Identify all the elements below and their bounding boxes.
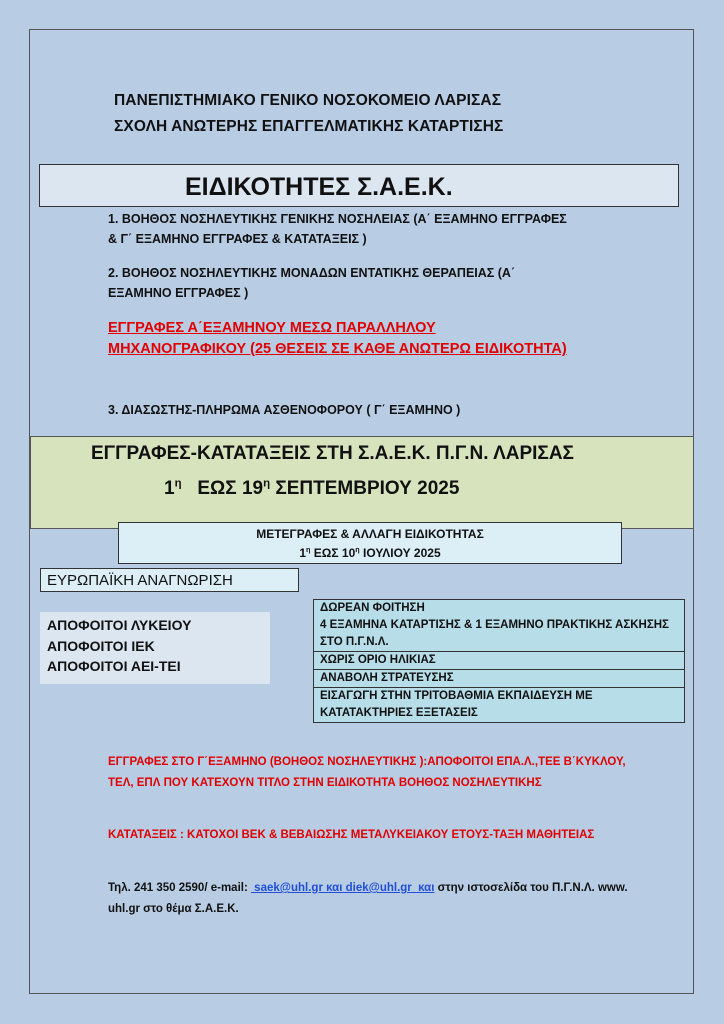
email-link[interactable]: saek@uhl.gr και diek@uhl.gr και — [250, 882, 435, 894]
specialty-3: 3. ΔΙΑΣΩΣΤΗΣ-ΠΛΗΡΩΜΑ ΑΣΘΕΝΟΦΟΡΟΥ ( Γ΄ ΕΞΑΜΗΝΟ ) — [108, 403, 461, 417]
transfers-box — [118, 522, 622, 564]
transfers-dates: $1^\eta$ ΕΩΣ $10^\eta$ ΙΟΥΛΙΟΥ 2025 — [299, 545, 441, 560]
third-semester-note: ΕΓΓΡΑΦΕΣ ΣΤΟ Γ΄ΕΞΑΜΗΝΟ (ΒΟΗΘΟΣ ΝΟΣΗΛΕΥΤΙΚΗΣ ):ΑΠΟΦΟΙΤΟΙ ΕΠΑ.Λ.,ΤΕΕ Β΄ΚΥΚΛΟΥ, ΤΕΛ, ΕΠΛ ΠΟΥ ΚΑΤΕΧΟΥΝ ΤΙΤΛΟ ΣΤΗΝ ΕΙΔΙΚΟΤΗΤΑ ΒΟΗΘΟΣ ΝΟΣΗΛΕΥΤΙΚΗΣ — [108, 756, 626, 789]
contact-info: Τηλ. 241 350 2590/ e-mail: saek@uhl.gr και diek@uhl.gr και στην ιστοσελίδα του Π.Γ.Ν.Λ. www. uhl.gr στο θέμα Σ.Α.Ε.Κ. — [108, 882, 628, 915]
european-recognition: ΕΥΡΩΠΑΪΚΗ ΑΝΑΓΝΩΡΙΣΗ — [40, 568, 299, 592]
registration-banner — [30, 436, 694, 529]
specialty-1: 1. ΒΟΗΘΟΣ ΝΟΣΗΛΕΥΤΙΚΗΣ ΓΕΝΙΚΗΣ ΝΟΣΗΛΕΙΑΣ (Α΄ ΕΞΑΜΗΝΟ ΕΓΓΡΑΦΕΣ & Γ΄ ΕΞΑΜΗΝΟ ΕΓΓΡΑΦΕΣ & ΚΑΤΑΤΑΞΕΙΣ ) — [108, 212, 567, 246]
transfers-title: ΜΕΤΕΓΡΑΦΕΣ & ΑΛΛΑΓΗ ΕΙΔΙΚΟΤΗΤΑΣ — [256, 527, 484, 541]
benefit-tertiary-entry: ΕΙΣΑΓΩΓΗ ΣΤΗΝ ΤΡΙΤΟΒΑΘΜΙΑ ΕΚΠΑΙΔΕΥΣΗ ΜΕ ΚΑΤΑΤΑΚΤΗΡΙΕΣ ΕΞΕΤΑΣΕΙΣ — [314, 688, 684, 722]
registration-title: ΕΓΓΡΑΦΕΣ-ΚΑΤΑΤΑΞΕΙΣ ΣΤΗ Σ.Α.Ε.Κ. Π.Γ.Ν. ΛΑΡΙΣΑΣ — [91, 443, 574, 464]
transfer-eligibility-note: ΚΑΤΑΤΑΞΕΙΣ : ΚΑΤΟΧΟΙ ΒΕΚ & ΒΕΒΑΙΩΣΗΣ ΜΕΤΑΛΥΚΕΙΑΚΟΥ ΕΤΟΥΣ-ΤΑΞΗ ΜΑΘΗΤΕΙΑΣ — [108, 829, 595, 841]
specialty-2: 2. ΒΟΗΘΟΣ ΝΟΣΗΛΕΥΤΙΚΗΣ ΜΟΝΑΔΩΝ ΕΝΤΑΤΙΚΗΣ ΘΕΡΑΠΕΙΑΣ (Α΄ ΕΞΑΜΗΝΟ ΕΓΓΡΑΦΕΣ ) — [108, 266, 516, 300]
benefit-free-study: ΔΩΡΕΑΝ ΦΟΙΤΗΣΗ 4 ΕΞΑΜΗΝΑ ΚΑΤΑΡΤΙΣΗΣ & 1 ΕΞΑΜΗΝΟ ΠΡΑΚΤΙΚΗΣ ΑΣΚΗΣΗΣ ΣΤΟ Π.Γ.Ν.Λ. — [314, 600, 684, 652]
registration-dates: $1^\eta$ ΕΩΣ $19^\eta$ ΣΕΠΤΕΜΒΡΙΟΥ 2025 — [164, 477, 460, 499]
list-item: ΑΠΟΦΟΙΤΟΙ ΑΕΙ-ΤΕΙ — [47, 658, 181, 674]
list-item: ΑΠΟΦΟΙΤΟΙ ΙΕΚ — [47, 637, 155, 654]
benefits-table — [313, 599, 685, 723]
hospital-name: ΠΑΝΕΠΙΣΤΗΜΙΑΚΟ ΓΕΝΙΚΟ ΝΟΣΟΚΟΜΕΙΟ ΛΑΡΙΣΑΣ — [114, 92, 502, 109]
graduates-list — [40, 612, 270, 684]
school-name: ΣΧΟΛΗ ΑΝΩΤΕΡΗΣ ΕΠΑΓΓΕΛΜΑΤΙΚΗΣ ΚΑΤΑΡΤΙΣΗΣ — [114, 118, 504, 135]
page-title: ΕΙΔΙΚΟΤΗΤΕΣ Σ.Α.Ε.Κ. — [39, 164, 679, 207]
benefit-military-deferment: ΑΝΑΒΟΛΗ ΣΤΡΑΤΕΥΣΗΣ — [314, 670, 684, 688]
benefit-no-age-limit: ΧΩΡΙΣ ΟΡΙΟ ΗΛΙΚΙΑΣ — [314, 652, 684, 670]
parallel-registration-notice: ΕΓΓΡΑΦΕΣ Α΄ΕΞΑΜΗΝΟΥ ΜΕΣΩ ΠΑΡΑΛΛΗΛΟΥ ΜΗΧΑΝΟΓΡΑΦΙΚΟΥ (25 ΘΕΣΕΙΣ ΣΕ ΚΑΘΕ ΑΝΩΤΕΡΩ ΕΙΔΙΚΟΤΗΤΑ) — [108, 320, 567, 357]
list-item: ΑΠΟΦΟΙΤΟΙ ΛΥΚΕΙΟΥ — [47, 617, 192, 633]
